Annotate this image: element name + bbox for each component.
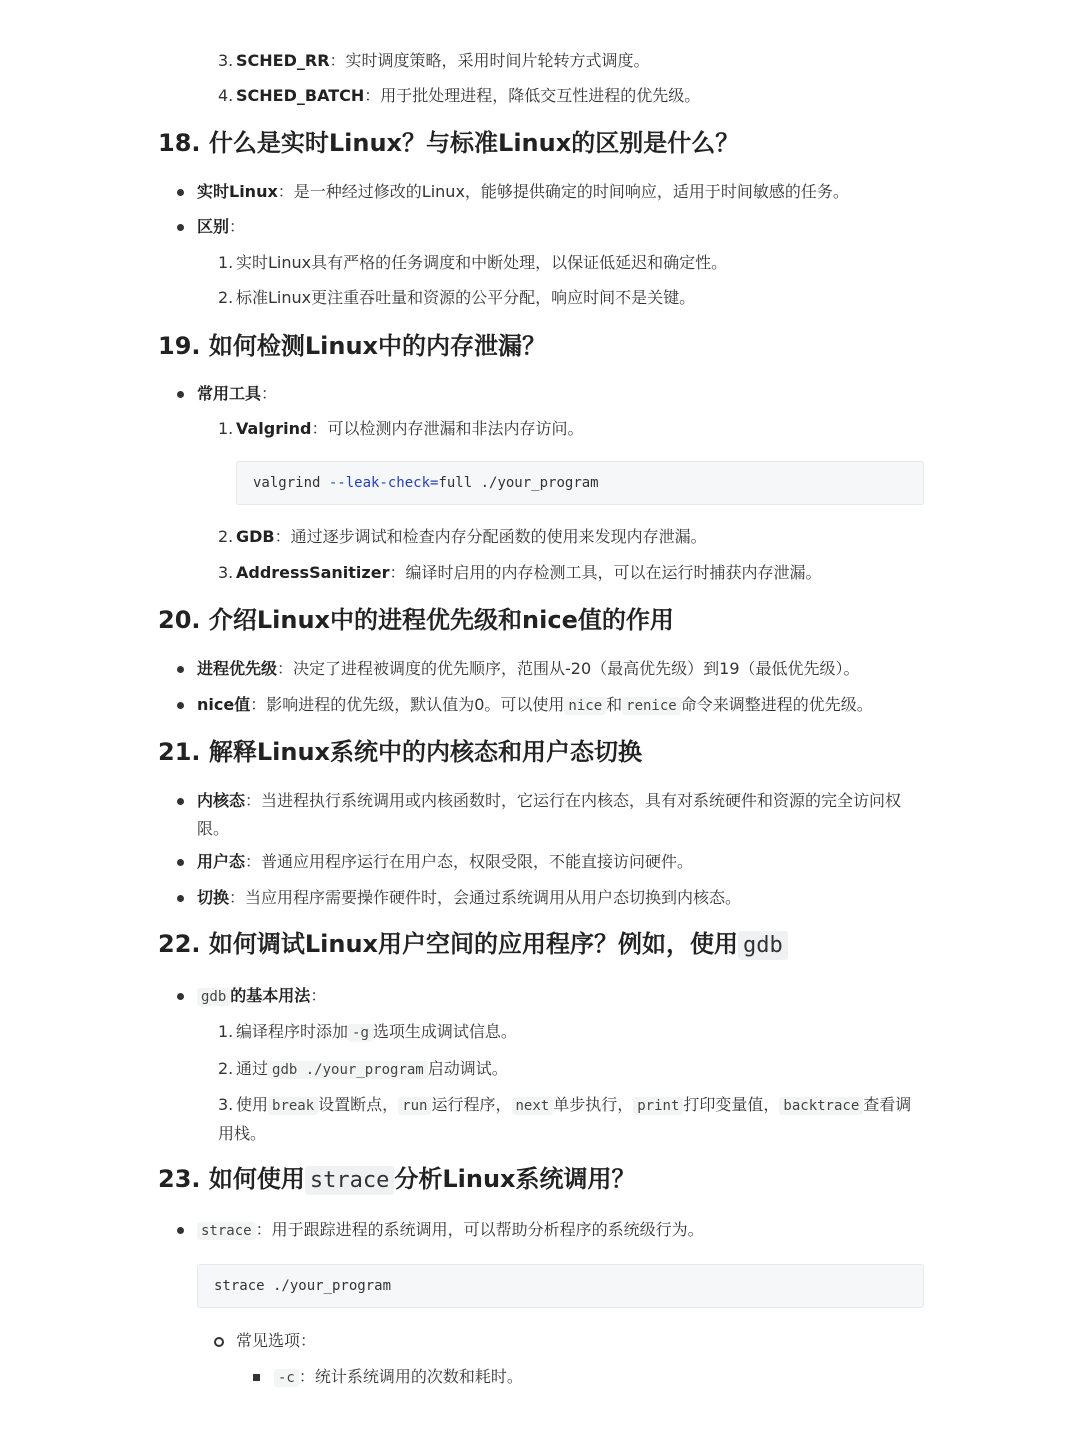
term: SCHED_BATCH — [236, 86, 365, 105]
list-item: 4. SCHED_BATCH：用于批处理进程，降低交互性进程的优先级。 — [218, 86, 701, 105]
list-item: 3. 使用 break 设置断点， run 运行程序， next 单步执行， print 打印变量值， backtrace 查看调用栈。 — [218, 1095, 912, 1143]
section-heading-20: 20. 介绍Linux中的进程优先级和nice值的作用 — [158, 606, 674, 634]
section-heading-23: 23. 如何使用 strace 分析Linux系统调用？ — [158, 1165, 636, 1193]
list-item: 1. 编译程序时添加 -g 选项生成调试信息。 — [218, 1022, 517, 1041]
bullet-dot — [177, 1227, 184, 1234]
code-block[interactable]: valgrind --leak-check=full ./your_program — [236, 461, 924, 505]
list-item: 3. SCHED_RR：实时调度策略，采用时间片轮转方式调度。 — [218, 51, 650, 70]
section-heading-21: 21. 解释Linux系统中的内核态和用户态切换 — [158, 738, 643, 766]
bullet-dot — [177, 798, 184, 805]
bullet-dot — [177, 391, 184, 398]
inline-code: strace — [197, 1222, 256, 1240]
inline-code: print — [633, 1097, 683, 1115]
inline-code: gdb ./your_program — [268, 1061, 428, 1079]
bullet-dot — [177, 993, 184, 1000]
list-item: gdb 的基本用法： — [197, 982, 326, 1011]
list-item: 3. AddressSanitizer：编译时启用的内存检测工具，可以在运行时捕获内存泄漏。 — [218, 563, 822, 582]
inline-code: break — [268, 1097, 318, 1115]
list-item: 内核态：当进程执行系统调用或内核函数时，它运行在内核态，具有对系统硬件和资源的完全访问权限。 — [197, 791, 902, 838]
list-item: 进程优先级：决定了进程被调度的优先顺序，范围从-20（最高优先级）到19（最低优先级）。 — [197, 659, 860, 678]
bullet-dot — [177, 702, 184, 709]
list-item: 用户态：普通应用程序运行在用户态，权限受限，不能直接访问硬件。 — [197, 852, 694, 871]
list-item: nice值：影响进程的优先级，默认值为0。可以使用 nice 和 renice 命令来调整进程的优先级。 — [197, 695, 873, 714]
inline-code: gdb — [197, 988, 230, 1006]
bullet-dot — [177, 224, 184, 231]
list-item: 1. 实时Linux具有严格的任务调度和中断处理，以保证低延迟和确定性。 — [218, 253, 728, 272]
section-heading-19: 19. 如何检测Linux中的内存泄漏？ — [158, 332, 547, 360]
inline-code: strace — [305, 1166, 394, 1195]
bullet-dot — [177, 666, 184, 673]
list-item: 1. Valgrind：可以检测内存泄漏和非法内存访问。 — [218, 419, 584, 438]
section-heading-22: 22. 如何调试Linux用户空间的应用程序？例如，使用 gdb — [158, 927, 788, 963]
term: SCHED_RR — [236, 51, 330, 70]
list-item: 2. GDB：通过逐步调试和检查内存分配函数的使用来发现内存泄漏。 — [218, 527, 707, 546]
inline-code: backtrace — [779, 1097, 863, 1115]
inline-code: run — [398, 1097, 431, 1115]
section-heading-18: 18. 什么是实时Linux？与标准Linux的区别是什么？ — [158, 129, 740, 157]
list-item: 常用工具： — [197, 384, 278, 403]
bullet-dot — [177, 189, 184, 196]
list-item: 常见选项： — [236, 1331, 317, 1350]
inline-code: renice — [622, 697, 681, 715]
inline-code: next — [512, 1097, 554, 1115]
list-item: 切换：当应用程序需要操作硬件时，会通过系统调用从用户态切换到内核态。 — [197, 888, 742, 907]
inline-code: -g — [348, 1024, 373, 1042]
circle-bullet — [214, 1337, 224, 1347]
list-item: 区别： — [197, 217, 246, 236]
bullet-dot — [177, 859, 184, 866]
list-item: 2. 通过 gdb ./your_program 启动调试。 — [218, 1059, 508, 1078]
list-item: strace ：用于跟踪进程的系统调用，可以帮助分析程序的系统级行为。 — [197, 1216, 704, 1245]
inline-code: -c — [274, 1369, 299, 1387]
list-item: 2. 标准Linux更注重吞吐量和资源的公平分配，响应时间不是关键。 — [218, 288, 696, 307]
code-block[interactable]: strace ./your_program — [197, 1264, 924, 1308]
inline-code: nice — [564, 697, 606, 715]
square-bullet — [253, 1374, 260, 1381]
list-item: -c ：统计系统调用的次数和耗时。 — [274, 1363, 523, 1392]
bullet-dot — [177, 895, 184, 902]
list-item: 实时Linux：是一种经过修改的Linux，能够提供确定的时间响应，适用于时间敏感的任务。 — [197, 182, 849, 201]
inline-code: gdb — [738, 931, 788, 960]
